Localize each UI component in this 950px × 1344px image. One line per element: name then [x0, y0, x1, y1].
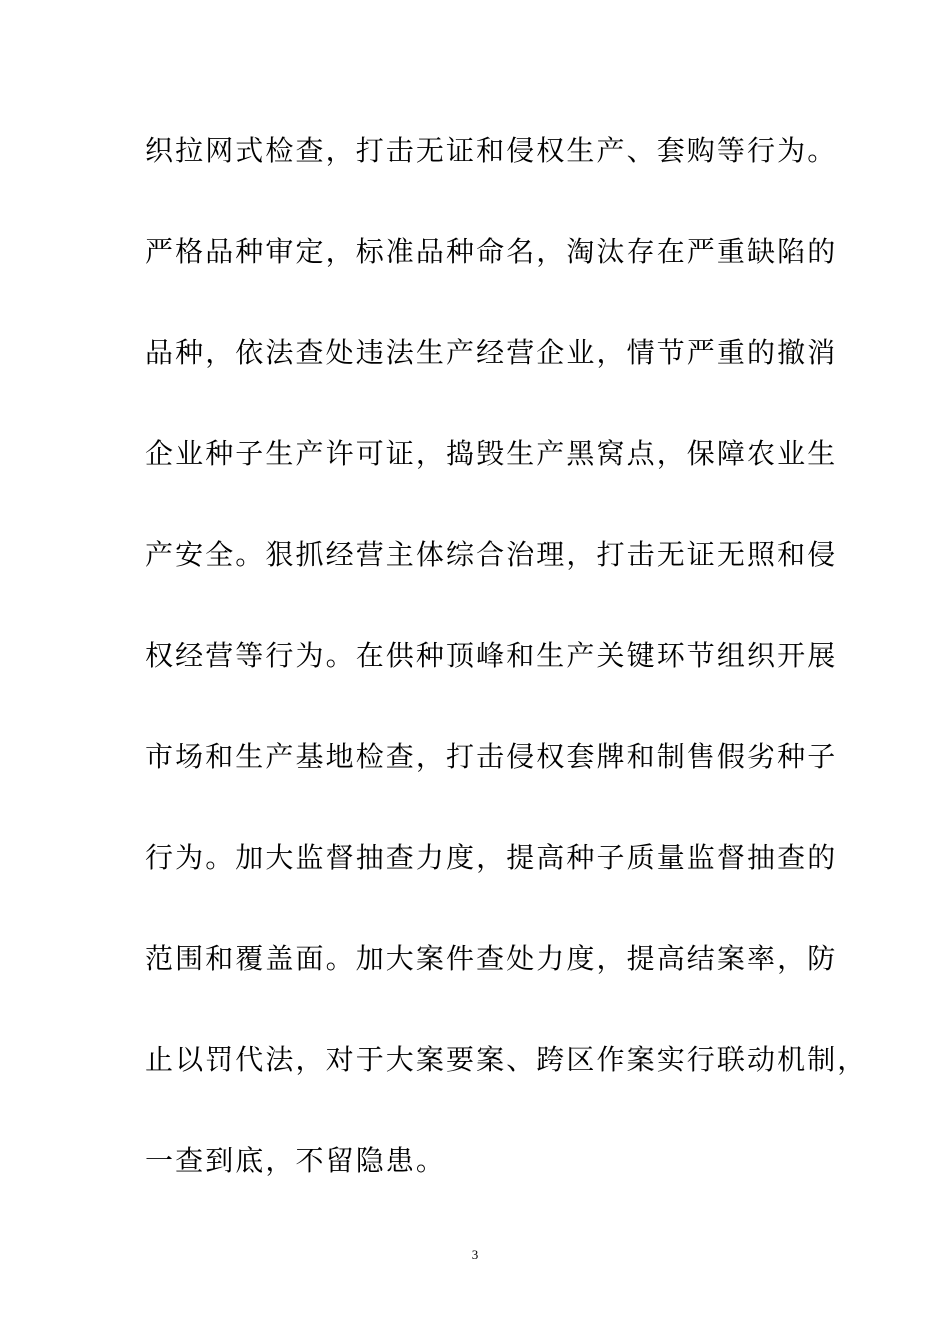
text-line: 织拉网式检查，打击无证和侵权生产、套购等行为。 [145, 134, 838, 167]
text-line: 行为。加大监督抽查力度，提高种子质量监督抽查的 [145, 841, 838, 874]
text-line: 严格品种审定，标准品种命名，淘汰存在严重缺陷的 [145, 235, 838, 268]
text-line: 企业种子生产许可证，捣毁生产黑窝点，保障农业生 [145, 437, 838, 470]
text-line: 范围和覆盖面。加大案件查处力度，提高结案率，防 [145, 942, 838, 975]
body-paragraph [145, 123, 868, 1234]
text-line: 权经营等行为。在供种顶峰和生产关键环节组织开展 [145, 639, 838, 672]
text-line: 一查到底，不留隐患。 [145, 1144, 447, 1177]
page-number: 3 [471, 1247, 479, 1262]
text-line: 止以罚代法，对于大案要案、跨区作案实行联动机制， [145, 1043, 868, 1076]
text-line: 品种，依法查处违法生产经营企业，情节严重的撤消 [145, 336, 838, 369]
text-line: 产安全。狠抓经营主体综合治理，打击无证无照和侵 [145, 538, 838, 571]
text-line: 市场和生产基地检查，打击侵权套牌和制售假劣种子 [145, 740, 838, 773]
